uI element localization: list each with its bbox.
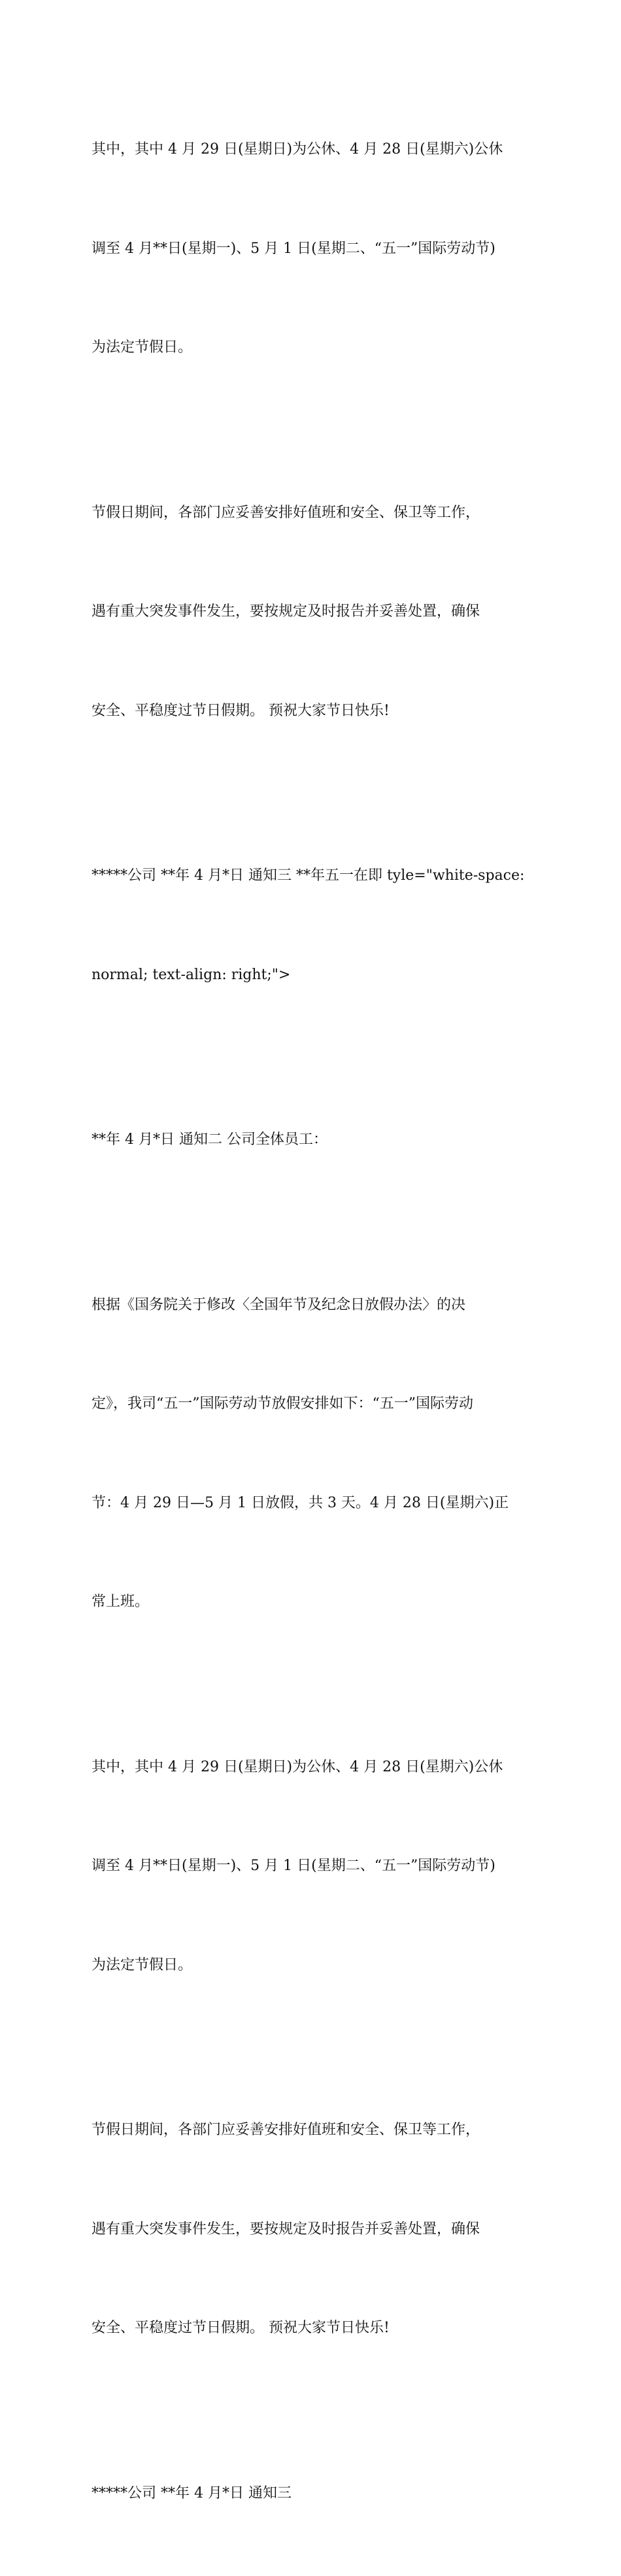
text-line: 节假日期间，各部门应妥善安排好值班和安全、保卫等工作， [92, 497, 536, 530]
paragraph-holiday-adjustment-repeat [92, 1685, 536, 2049]
text-line: 调至 4 月**日(星期一)、5 月 1 日(星期二、“五一”国际劳动节) [92, 233, 536, 266]
text-line: 遇有重大突发事件发生，要按规定及时报告并妥善处置，确保 [92, 595, 536, 629]
text-line: 节假日期间，各部门应妥善安排好值班和安全、保卫等工作， [92, 2114, 536, 2147]
paragraph-holiday-schedule [92, 1223, 536, 1685]
text-line: 常上班。 [92, 1586, 536, 1619]
text-line: 安全、平稳度过节日假期。 预祝大家节日快乐! [92, 2312, 536, 2345]
text-line: 其中，其中 4 月 29 日(星期日)为公休、4 月 28 日(星期六)公休 [92, 133, 536, 167]
paragraph-duty-arrangement [92, 431, 536, 794]
text-line: 遇有重大突发事件发生，要按规定及时报告并妥善处置，确保 [92, 2213, 536, 2247]
text-line: **年 4 月*日 通知二 公司全体员工： [92, 1124, 536, 1157]
text-line: 安全、平稳度过节日假期。 预祝大家节日快乐! [92, 695, 536, 728]
text-line: 定》，我司“五一”国际劳动节放假安排如下：“五一”国际劳动 [92, 1388, 536, 1421]
document-page [0, 0, 621, 803]
text-line: *****公司 **年 4 月*日 通知三 [92, 2477, 536, 2511]
paragraph-holiday-adjustment [92, 67, 536, 431]
text-line: 其中，其中 4 月 29 日(星期日)为公休、4 月 28 日(星期六)公休 [92, 1751, 536, 1784]
paragraph-notice-two-header [92, 1058, 536, 1223]
paragraph-signature-final [92, 2411, 536, 2576]
document-body [92, 67, 536, 2576]
text-line: 根据《国务院关于修改〈全国年节及纪念日放假办法〉的决 [92, 1289, 536, 1322]
text-line: 节：4 月 29 日—5 月 1 日放假，共 3 天。4 月 28 日(星期六)正 [92, 1487, 536, 1520]
text-line: normal; text-align: right;"> [92, 959, 536, 992]
paragraph-signature-notice-three [92, 794, 536, 1058]
text-line: 为法定节假日。 [92, 331, 536, 365]
paragraph-duty-arrangement-repeat [92, 2048, 536, 2411]
text-line: 为法定节假日。 [92, 1949, 536, 1982]
text-line: *****公司 **年 4 月*日 通知三 **年五一在即 tyle="white-space: [92, 860, 536, 893]
text-line: 调至 4 月**日(星期一)、5 月 1 日(星期二、“五一”国际劳动节) [92, 1850, 536, 1883]
